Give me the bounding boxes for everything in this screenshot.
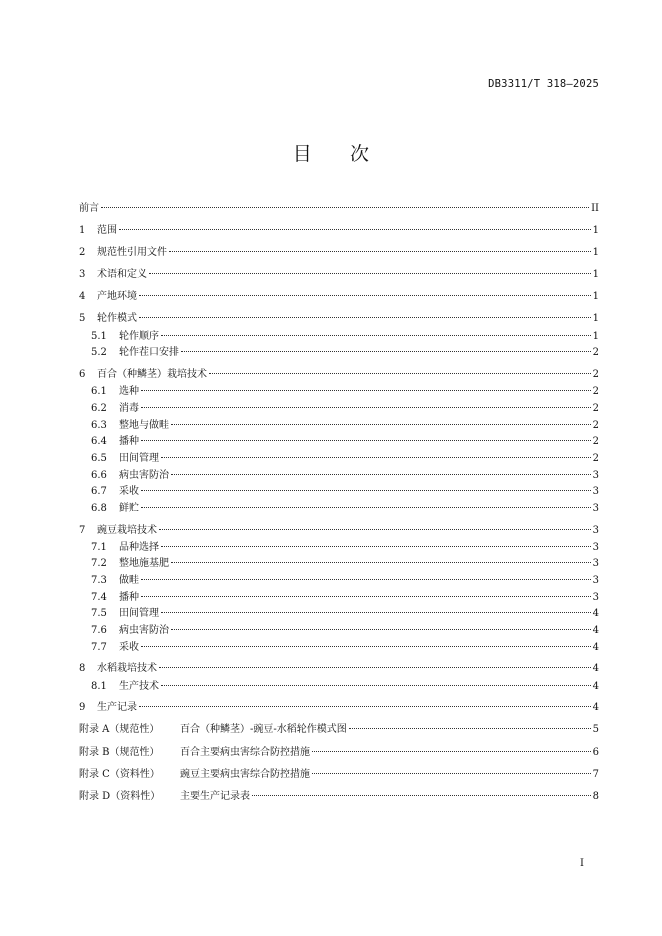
toc-leader-dots	[141, 389, 591, 391]
toc-entry-page: 1	[592, 269, 599, 280]
toc-entry[interactable]	[91, 485, 599, 499]
toc-entry-title: 规范性引用文件	[97, 247, 167, 258]
toc-entry-title: 播种	[119, 592, 139, 603]
toc-entry-number: 5	[79, 313, 86, 324]
toc-entry-title: 百合（种鳞茎）栽培技术	[97, 369, 207, 380]
toc-entry-title: 范围	[97, 225, 117, 236]
toc-entry-title: 产地环境	[97, 291, 137, 302]
toc-leader-dots	[141, 489, 591, 491]
toc-entry[interactable]	[91, 435, 599, 449]
toc-entry-page: 4	[592, 642, 599, 653]
toc-entry-number: 附录 C（资料性）	[79, 769, 160, 780]
toc-entry-number: 2	[79, 247, 86, 258]
toc-entry[interactable]	[79, 224, 599, 238]
title-char-2: 次	[350, 143, 370, 165]
toc-entry-title: 术语和定义	[97, 269, 147, 280]
toc-entry-page: 3	[592, 525, 599, 536]
toc-entry-title: 田间管理	[119, 608, 159, 619]
toc-entry-page: 3	[592, 575, 599, 586]
toc-entry-number: 1	[79, 225, 86, 236]
toc-entry-number: 7.3	[91, 575, 107, 586]
toc-entry-page: 2	[592, 453, 599, 464]
toc-entry-page: 3	[592, 503, 599, 514]
toc-leader-dots	[141, 506, 591, 508]
toc-entry-title: 轮作顺序	[119, 331, 159, 342]
toc-entry[interactable]	[91, 330, 599, 344]
toc-leader-dots	[159, 528, 591, 530]
toc-entry[interactable]	[91, 502, 599, 516]
toc-entry[interactable]	[79, 524, 599, 538]
toc-entry[interactable]	[91, 641, 599, 655]
toc-entry-page: 3	[592, 486, 599, 497]
toc-entry[interactable]	[79, 368, 599, 382]
toc-entry-number: 7	[79, 525, 86, 536]
toc-entry-number: 6.8	[91, 503, 107, 514]
toc-entry-title: 水稻栽培技术	[97, 663, 157, 674]
toc-leader-dots	[161, 611, 591, 613]
toc-entry[interactable]	[91, 541, 599, 555]
toc-entry-page: 4	[592, 681, 599, 692]
toc-leader-dots	[181, 350, 591, 352]
toc-entry-title: 做畦	[119, 575, 139, 586]
toc-entry-title: 百合主要病虫害综合防控措施	[180, 747, 310, 758]
toc-entry-number: 7.7	[91, 642, 107, 653]
toc-leader-dots	[149, 272, 591, 274]
toc-entry-number: 6	[79, 369, 86, 380]
toc-entry[interactable]	[79, 746, 599, 760]
toc-entry-page: II	[591, 203, 599, 214]
toc-entry-number: 6.6	[91, 470, 107, 481]
toc-entry-page: 2	[592, 386, 599, 397]
toc-entry-page: 2	[592, 436, 599, 447]
toc-entry[interactable]	[91, 574, 599, 588]
toc-entry-page: 2	[592, 347, 599, 358]
toc-entry-title: 选种	[119, 386, 139, 397]
toc-entry-page: 1	[592, 331, 599, 342]
toc-leader-dots	[312, 772, 591, 774]
toc-entry[interactable]	[91, 469, 599, 483]
toc-entry-number: 8	[79, 663, 86, 674]
toc-entry[interactable]	[91, 624, 599, 638]
toc-entry-title: 豌豆主要病虫害综合防控措施	[180, 769, 310, 780]
toc-leader-dots	[161, 334, 591, 336]
toc-entry-number: 7.2	[91, 558, 107, 569]
toc-entry-title: 鲜贮	[119, 503, 139, 514]
toc-leader-dots	[171, 473, 591, 475]
toc-entry[interactable]	[91, 419, 599, 433]
toc-entry-page: 8	[592, 791, 599, 802]
toc-entry-page: 4	[592, 702, 599, 713]
toc-entry-page: 5	[592, 724, 599, 735]
toc-leader-dots	[141, 578, 591, 580]
toc-entry-page: 1	[592, 291, 599, 302]
toc-leader-dots	[161, 684, 591, 686]
toc-leader-dots	[139, 316, 591, 318]
toc-leader-dots	[141, 595, 591, 597]
toc-leader-dots	[159, 666, 591, 668]
toc-entry[interactable]	[91, 402, 599, 416]
toc-leader-dots	[141, 406, 591, 408]
toc-entry-title: 采收	[119, 486, 139, 497]
toc-entry[interactable]	[79, 246, 599, 260]
toc-leader-dots	[139, 294, 591, 296]
toc-entry-number: 6.5	[91, 453, 107, 464]
toc-entry[interactable]	[91, 452, 599, 466]
toc-leader-dots	[349, 727, 591, 729]
toc-entry[interactable]	[91, 680, 599, 694]
toc-entry-title: 轮作模式	[97, 313, 137, 324]
toc-entry-page: 3	[592, 542, 599, 553]
toc-entry-page: 2	[592, 403, 599, 414]
toc-entry[interactable]	[79, 290, 599, 304]
toc-entry-page: 4	[592, 663, 599, 674]
toc-leader-dots	[252, 794, 591, 796]
toc-entry-page: 6	[592, 747, 599, 758]
toc-entry-page: 7	[592, 769, 599, 780]
toc-entry[interactable]	[79, 202, 599, 216]
toc-leader-dots	[139, 705, 591, 707]
toc-entry-title: 品种选择	[119, 542, 159, 553]
toc-entry[interactable]	[79, 790, 599, 804]
toc-entry-title: 前言	[79, 203, 99, 214]
toc-entry-title: 采收	[119, 642, 139, 653]
toc-entry-page: 1	[592, 313, 599, 324]
toc-entry-title: 生产技术	[119, 681, 159, 692]
toc-leader-dots	[141, 645, 591, 647]
toc-entry-number: 7.1	[91, 542, 107, 553]
toc-entry[interactable]	[91, 557, 599, 571]
toc-entry-number: 6.3	[91, 420, 107, 431]
toc-entry-number: 附录 B（规范性）	[79, 747, 160, 758]
toc-leader-dots	[161, 456, 591, 458]
toc-entry-number: 7.6	[91, 625, 107, 636]
toc-leader-dots	[169, 250, 591, 252]
toc-entry-title: 田间管理	[119, 453, 159, 464]
toc-entry[interactable]	[79, 662, 599, 676]
toc-entry-page: 3	[592, 592, 599, 603]
toc-entry-page: 4	[592, 608, 599, 619]
toc-entry-number: 附录 D（资料性）	[79, 791, 161, 802]
toc-entry-title: 消毒	[119, 403, 139, 414]
toc-entry[interactable]	[79, 701, 599, 715]
toc-entry-number: 6.7	[91, 486, 107, 497]
toc-entry[interactable]	[91, 385, 599, 399]
toc-entry[interactable]	[79, 723, 599, 737]
toc-entry-number: 9	[79, 702, 86, 713]
toc-entry[interactable]	[79, 268, 599, 282]
toc-leader-dots	[161, 545, 591, 547]
toc-entry-title: 播种	[119, 436, 139, 447]
page-number: I	[580, 858, 584, 869]
toc-entry[interactable]	[79, 768, 599, 782]
title-char-1: 目	[292, 143, 312, 165]
toc-entry-number: 8.1	[91, 681, 107, 692]
toc-entry[interactable]	[91, 591, 599, 605]
toc-entry-number: 附录 A（规范性）	[79, 724, 160, 735]
toc-entry-number: 6.2	[91, 403, 107, 414]
toc-entry-number: 5.1	[91, 331, 107, 342]
toc-entry-page: 2	[592, 420, 599, 431]
toc-entry[interactable]	[91, 607, 599, 621]
toc-entry-page: 1	[592, 225, 599, 236]
toc-leader-dots	[171, 628, 591, 630]
toc-entry-title: 豌豆栽培技术	[97, 525, 157, 536]
toc-entry-number: 7.5	[91, 608, 107, 619]
toc-entry-title: 生产记录	[97, 702, 137, 713]
toc-entry-number: 6.4	[91, 436, 107, 447]
toc-entry-title: 整地施基肥	[119, 558, 169, 569]
toc-leader-dots	[171, 561, 591, 563]
toc-entry-page: 3	[592, 470, 599, 481]
toc-entry-number: 3	[79, 269, 86, 280]
toc-entry-number: 4	[79, 291, 86, 302]
toc-entry-title: 病虫害防治	[119, 470, 169, 481]
toc-leader-dots	[209, 372, 591, 374]
toc-entry-number: 6.1	[91, 386, 107, 397]
toc-leader-dots	[101, 206, 589, 208]
toc-entry-number: 7.4	[91, 592, 107, 603]
toc-leader-dots	[141, 439, 591, 441]
toc-entry-title: 整地与做畦	[119, 420, 169, 431]
toc-entry-page: 2	[592, 369, 599, 380]
toc-entry-page: 4	[592, 625, 599, 636]
toc-entry-title: 主要生产记录表	[180, 791, 250, 802]
toc-entry-page: 3	[592, 558, 599, 569]
toc-entry[interactable]	[79, 312, 599, 326]
toc-leader-dots	[171, 423, 591, 425]
toc-entry-title: 病虫害防治	[119, 625, 169, 636]
toc-entry-title: 轮作茬口安排	[119, 347, 179, 358]
toc-entry-page: 1	[592, 247, 599, 258]
toc-leader-dots	[119, 228, 591, 230]
document-code: DB3311/T 318—2025	[488, 78, 599, 90]
toc-leader-dots	[312, 750, 591, 752]
toc-entry-number: 5.2	[91, 347, 107, 358]
toc-entry-title: 百合（种鳞茎）-豌豆-水稻轮作模式图	[180, 724, 347, 735]
toc-entry[interactable]	[91, 346, 599, 360]
